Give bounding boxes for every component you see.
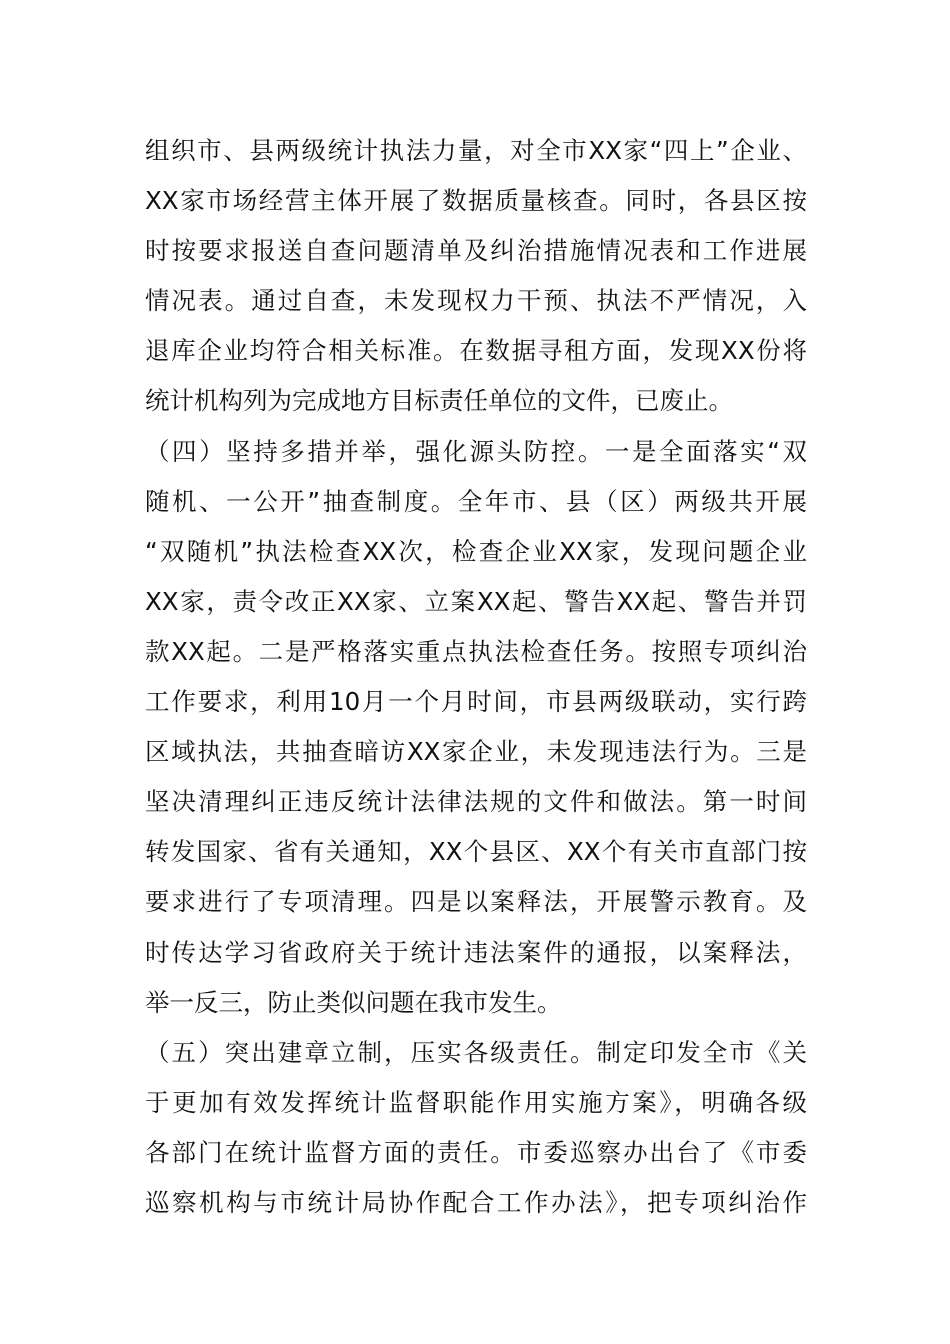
text-line: “双随机”执法检查XX次，检查企业XX家，发现问题企业 (145, 536, 807, 566)
text-line: 时按要求报送自查问题清单及纠治措施情况表和工作进展 (145, 236, 807, 266)
text-line: 退库企业均符合相关标准。在数据寻租方面，发现XX份将 (145, 336, 807, 366)
text-line: 转发国家、省有关通知，XX个县区、XX个有关市直部门按 (145, 837, 807, 867)
text-line: 区域执法，共抽查暗访XX家企业，未发现违法行为。三是 (145, 737, 807, 767)
text-line: 坚决清理纠正违反统计法律法规的文件和做法。第一时间 (145, 787, 807, 817)
text-line: XX家，责令改正XX家、立案XX起、警告XX起、警告并罚 (145, 586, 807, 616)
text-line: XX家市场经营主体开展了数据质量核查。同时，各县区按 (145, 186, 807, 216)
text-line: 巡察机构与市统计局协作配合工作办法》，把专项纠治作 (145, 1187, 807, 1217)
text-line: 要求进行了专项清理。四是以案释法，开展警示教育。及 (145, 887, 807, 917)
section-heading-line: （五）突出建章立制，压实各级责任。制定印发全市《关 (145, 1037, 807, 1067)
text-line: 统计机构列为完成地方目标责任单位的文件，已废止。 (145, 386, 733, 416)
text-line: 工作要求，利用10月一个月时间，市县两级联动，实行跨 (145, 687, 807, 717)
document-body (145, 126, 807, 1228)
text-line: 款XX起。二是严格落实重点执法检查任务。按照专项纠治 (145, 636, 807, 666)
text-line: 情况表。通过自查，未发现权力干预、执法不严情况，入 (145, 286, 807, 316)
text-line: 时传达学习省政府关于统计违法案件的通报，以案释法， (145, 937, 807, 967)
text-line: 各部门在统计监督方面的责任。市委巡察办出台了《市委 (145, 1137, 807, 1167)
text-line: 随机、一公开”抽查制度。全年市、县（区）两级共开展 (145, 486, 807, 516)
section-heading-line: （四）坚持多措并举，强化源头防控。一是全面落实“双 (145, 436, 807, 466)
text-line: 举一反三，防止类似问题在我市发生。 (145, 987, 562, 1017)
text-line: 于更加有效发挥统计监督职能作用实施方案》，明确各级 (145, 1087, 807, 1117)
text-line: 组织市、县两级统计执法力量，对全市XX家“四上”企业、 (145, 136, 807, 165)
